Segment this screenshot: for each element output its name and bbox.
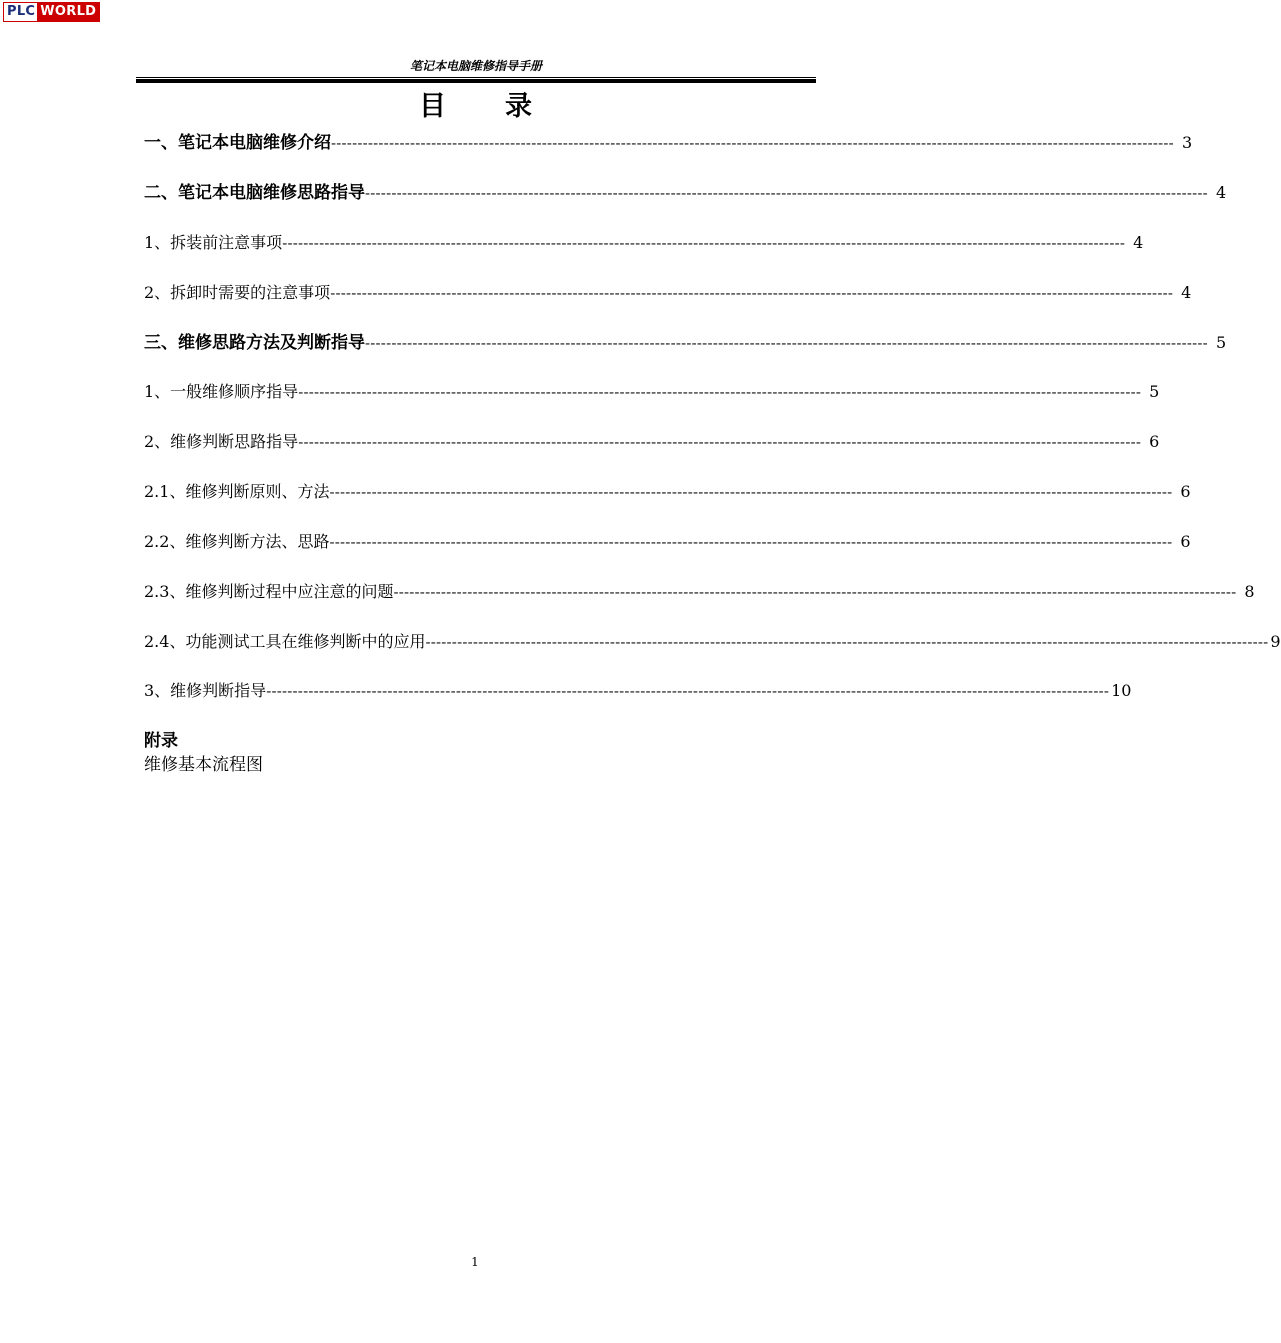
toc-entry[interactable] [144, 581, 1255, 603]
running-header: 笔记本电脑维修指导手册 [409, 59, 542, 73]
toc-entry[interactable] [144, 431, 1160, 453]
toc-entry-page: 4 [1215, 183, 1227, 202]
toc-entry-label: 三、维修思路方法及判断指导 [144, 333, 365, 353]
toc-entry[interactable] [144, 680, 1132, 702]
toc-entry-label: 1、一般维修顺序指导 [144, 382, 299, 401]
toc-entry[interactable] [144, 132, 1193, 154]
appendix-item[interactable]: 维修基本流程图 [144, 755, 263, 775]
toc-entry-page: 10 [1111, 681, 1132, 700]
toc-entry[interactable] [144, 182, 1227, 204]
toc-entry-page: 5 [1149, 382, 1160, 401]
toc-title-char-1: 目 [419, 91, 447, 122]
toc-entry-label: 2.2、维修判断方法、思路 [144, 532, 330, 551]
toc-entry-leader: ---------------------------------------------------------------------------------------------------------------------------------------------------------------- [266, 682, 1110, 700]
toc-entry-page: 5 [1215, 333, 1227, 352]
toc-entry-leader: ---------------------------------------------------------------------------------------------------------------------------------------------------------------- [282, 234, 1126, 252]
toc-entry[interactable] [144, 282, 1192, 304]
toc-entry-page: 3 [1181, 133, 1193, 152]
toc-entry-page: 6 [1180, 532, 1191, 551]
plcworld-logo [3, 2, 100, 22]
header-rule-thin [136, 77, 816, 78]
logo-text-world: WORLD [37, 3, 99, 21]
toc-entry-label: 2、拆卸时需要的注意事项 [144, 283, 331, 302]
toc-entry-leader: ---------------------------------------------------------------------------------------------------------------------------------------------------------------- [393, 583, 1237, 601]
toc-entry-leader: ---------------------------------------------------------------------------------------------------------------------------------------------------------------- [298, 383, 1142, 401]
toc-entry-label: 2.3、维修判断过程中应注意的问题 [144, 582, 394, 601]
toc-entry[interactable] [144, 531, 1191, 553]
toc-entry[interactable] [144, 332, 1227, 354]
toc-entry-label: 2、维修判断思路指导 [144, 432, 299, 451]
toc-entry[interactable] [144, 232, 1144, 254]
toc-entry-label: 2.4、功能测试工具在维修判断中的应用 [144, 632, 426, 651]
toc-title [136, 90, 816, 124]
toc-entry-page: 9 [1270, 632, 1281, 651]
toc-entry[interactable] [144, 381, 1160, 403]
toc-entry-page: 6 [1149, 432, 1160, 451]
toc-entry-page: 4 [1133, 233, 1144, 252]
page-number: 1 [471, 1255, 479, 1269]
toc-entry-leader: ---------------------------------------------------------------------------------------------------------------------------------------------------------------- [365, 334, 1208, 352]
toc-title-char-2: 录 [505, 91, 533, 122]
toc-entry[interactable] [144, 631, 1281, 653]
toc-entry-leader: ---------------------------------------------------------------------------------------------------------------------------------------------------------------- [329, 533, 1173, 551]
toc-entry-page: 4 [1181, 283, 1192, 302]
toc-entry-leader: ---------------------------------------------------------------------------------------------------------------------------------------------------------------- [331, 134, 1174, 152]
toc-entry-page: 6 [1180, 482, 1191, 501]
toc-entry[interactable] [144, 481, 1191, 503]
toc-entry-label: 一、笔记本电脑维修介绍 [144, 133, 331, 153]
toc-entry-leader: ---------------------------------------------------------------------------------------------------------------------------------------------------------------- [425, 633, 1269, 651]
toc-entry-leader: ---------------------------------------------------------------------------------------------------------------------------------------------------------------- [365, 184, 1208, 202]
toc-entry-leader: ---------------------------------------------------------------------------------------------------------------------------------------------------------------- [298, 433, 1142, 451]
toc-entry-label: 3、维修判断指导 [144, 681, 267, 700]
header-rule-thick [136, 79, 816, 83]
toc-entry-page: 8 [1244, 582, 1255, 601]
logo-text-plc: PLC [4, 3, 37, 21]
toc-entry-label: 2.1、维修判断原则、方法 [144, 482, 330, 501]
toc-entry-leader: ---------------------------------------------------------------------------------------------------------------------------------------------------------------- [330, 284, 1174, 302]
toc-entry-label: 1、拆装前注意事项 [144, 233, 283, 252]
appendix-title: 附录 [144, 731, 178, 751]
toc-entry-label: 二、笔记本电脑维修思路指导 [144, 183, 365, 203]
toc-entry-leader: ---------------------------------------------------------------------------------------------------------------------------------------------------------------- [329, 483, 1173, 501]
